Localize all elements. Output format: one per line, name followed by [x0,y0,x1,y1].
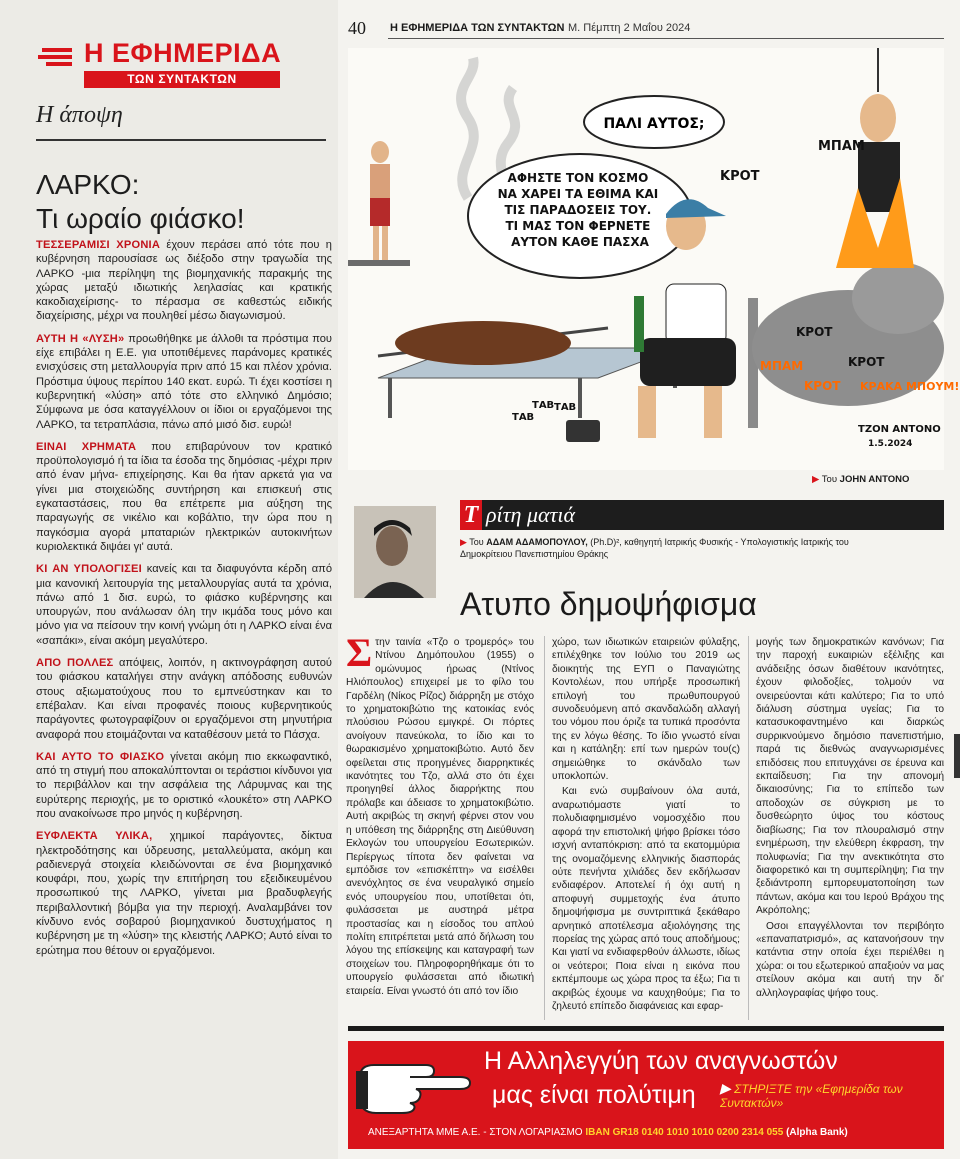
logo-main-text: Η ΕΦΗΜΕΡΙΔΑ [84,38,282,68]
ad-account-prefix: ΑΝΕΞΑΡΤΗΤΑ ΜΜΕ Α.Ε. - ΣΤΟΝ ΛΟΓΑΡΙΑΣΜΟ [368,1127,583,1138]
section-divider [36,139,326,141]
editorial-title-line1: ΛΑΡΚΟ: [36,169,140,200]
paragraph-lead: ΕΙΝΑΙ ΧΡΗΜΑΤΑ [36,440,137,453]
sfx-krot: ΚΡΟΤ [804,379,841,393]
paragraph-lead: ΤΕΣΣΕΡΑΜΙΣΙ ΧΡΟΝΙΑ [36,239,161,251]
cartoon-signature-date: 1.5.2024 [868,439,913,449]
page-edge-tab [954,734,960,778]
shelf [348,260,410,266]
bubble-2-line: ΤΙΣ ΠΑΡΑΔΟΣΕΙΣ ΤΟΥ. [504,203,652,217]
portrait-icon [354,506,436,598]
sfx-tab: ΤΑΒ [532,400,555,411]
credit-name: JOHN ANTONO [839,474,910,485]
sfx-bam: ΜΠΑΜ [818,139,865,154]
paragraph-lead: ΕΥΦΛΕΚΤΑ ΥΛΙΚΑ, [36,830,153,843]
editorial-paragraph [36,750,332,821]
triangle-icon: ▶ [720,1080,731,1096]
sfx-krot: ΚΡΟΤ [848,355,885,369]
paragraph-text: έχουν περάσει από τότε που η κυβέρνηση παρουσίασε ως διέξοδο στην τραγωδία της ΛΑΡΚΟ -μια περίληψη της βιομηχανικής παρακμής της χώρας μεταξύ ιδιωτικής λεηλασίας και κρατικής κακοδιαχείρισης- το πέρασμα σε καθεστώς ειδικής διαχείρισης, μέχρι να πουληθεί μέσω διαγωνισμού. [36,239,332,323]
roasting-lamb [395,321,571,365]
editorial-paragraph [36,829,332,958]
paragraph-text: κανείς και τα διαφυγόντα κέρδη από μια κανονική λειτουργία της μεταλλουργίας αυτά τα χρόνια, πάνω από 1 δισ. ευρώ, το φιάσκο κυβέρνησης και υπουργών, που ανάλωσαν όλη την ικμάδα τους μόνο και μόνο για να πείσουν την κοινή γνώμη ότι η ΛΑΡΚΟ είναι ένα «σαπάκι», είναι ακόμη μεγαλύτερο. [36,563,332,647]
triangle-icon: ▶ [812,474,820,485]
solidarity-ad[interactable] [348,1041,944,1149]
triangle-icon: ▶ [460,537,467,547]
section-title: ρίτη ματιά [486,502,576,527]
column-divider [544,636,545,1020]
author-prefix: Του [469,537,484,547]
editorial-body [36,238,332,966]
editorial-title [36,168,331,236]
sfx-krot: ΚΡΟΤ [720,169,760,184]
article-paragraph [346,630,534,998]
sfx-kraka-boum: ΚΡΑΚΑ ΜΠΟΥΜ! [860,380,960,393]
author-byline [460,536,880,560]
drop-cap: Σ [346,630,373,675]
paragraph-lead: ΚΙ ΑΝ ΥΠΟΛΟΓΙΣΕΙ [36,563,142,576]
publication-name: Η ΕΦΗΜΕΡΙΔΑ ΤΩΝ ΣΥΝΤΑΚΤΩΝ [390,22,565,34]
speech-bubble-1 [584,96,724,148]
sfx-tab: ΤΑΒ [554,402,577,413]
bubble-2-line: ΝΑ ΧΑΡΕΙ ΤΑ ΕΘΙΜΑ ΚΑΙ [497,187,659,201]
article-column-2 [552,636,740,1015]
bank-name: (Alpha Bank) [786,1127,848,1138]
ad-support-label: ΣΤΗΡΙΞΤΕ την «Εφημερίδα των Συντακτών» [720,1082,903,1110]
ad-headline-1: Η Αλληλεγγύη των αναγνωστών [484,1047,838,1075]
author-name: ΑΔΑΜ ΑΔΑΜΟΠΟΥΛΟΥ, [486,537,588,547]
cartoon [348,48,960,470]
editorial-paragraph [36,332,332,432]
section-label: Η άποψη [36,102,123,128]
issue-date: Μ. Πέμπτη 2 Μαΐου 2024 [568,22,691,34]
bubble-2-line: ΑΥΤΟΝ ΚΑΘΕ ΠΑΣΧΑ [511,235,649,249]
paragraph-text: απόψεις, λοιπόν, η ακτινογράφηση αυτού του φιάσκου καταλήγει στην ανάγκη απόδοσης ευθυνών στους αξιωματούχους που το εμπνεύστηκαν και το επέβαλαν. Και είναι προφανές ποιους κυβερνητικούς παράγοντες φωτογραφίζουν οι εργαζόμενοι στη μηνυτήρια αναφορά που ετοιμάζονται να καταθέσουν μετά το Πάσχα. [36,657,332,741]
ad-support-text [720,1081,920,1110]
sfx-tab: ΤΑΒ [512,412,535,423]
paragraph-text: προωθήθηκε με άλλοθι τα πρόστιμα που είχε επιβάλει η Ε.Ε. για υποτιθέμενες παράνομες κρατικές ενισχύσεις στη μεταλλουργία πριν από 15 και πλέον χρόνια. Πρόστιμα ύψους περίπου 140 εκατ. ευρώ. Τι έχει κοστίσει η κυβερνητική «λύση» από τότε στο ελληνικό Δημόσιο; Σύμφωνα με όσα καταγγέλλουν οι ίδιοι οι εργαζόμενοι της ΛΑΡΚΟ, τα τετραπλάσια, πάνω από μισό δισ. ευρώ! [36,332,332,431]
speed-dash-icon [36,48,76,66]
ad-account-line [368,1127,848,1138]
bubble-1-text: ΠΑΛΙ ΑΥΤΟΣ; [603,116,705,132]
pointing-hand-icon [356,1051,474,1113]
bubble-2-line: ΑΦΗΣΤΕ ΤΟΝ ΚΟΣΜΟ [507,171,649,185]
article-column-1 [346,630,534,1000]
paragraph-lead: ΑΥΤΗ Η «ΛΥΣΗ» [36,332,125,345]
article-paragraph: Και ενώ συμβαίνουν όλα αυτά, αναρωτιόμαστε γιατί το πολυδιαφημισμένο νομοσχέδιο που αφορά την επιστολική ψήφο βρίσκει τόσο ισχνή ανταπόκριση: από τα εκατομμύρια της ονομαζόμενης ελληνικής διασποράς ούτε πενήντα χιλιάδες δεν εκδήλωσαν ενδιαφέρον. Αποτελεί ή όχι αυτή η αποφυγή συμμετοχής ένα άτυπο δημοψήφισμα με συντριπτικά ξεκάθαρο αρνητικό αποτέλεσμα αξιολόγησης της πορείας της χώρας από τους αποδήμους; Και γιατί να ενδιαφερθούν άλλωστε, ιδίως οι νεότεροι; Ποια είναι η εικόνα που εκπέμπουμε ως χώρα προς τα έξω; Για τι ακριβώς έχουμε να καυχηθούμε; Για το ζηλευτό επίπεδο διαφάνειας και εφαρ- [552,786,740,1012]
editorial-paragraph [36,562,332,648]
bubble-2-line: ΤΙ ΜΑΣ ΤΟΝ ΦΕΡΝΕΤΕ [505,219,651,233]
author-photo [354,506,436,598]
article-paragraph: μογής των δημοκρατικών κανόνων; Για την παροχή ευκαιριών εξέλιξης και ανάδειξης όσων διαθέτουν ικανότητες, έχουν φιλοδοξίες, τολμούν να ονειρεύονται κάτι καλύτερο; Για το υπό διάλυση σύστημα υγείας; Για το κατασυκοφαντημένο και διαρκώς συρρικνούμενο δημόσιο πανεπιστήμιο, παρά τις διεθνώς αναγνωρισμένες επιδόσεις που επιτυγχάνει σε έρευνα και εκπαίδευση; Για την απονομή δικαιοσύνης; Για το επίπεδο των αποδοχών σε σύγκριση με το δυσθεώρητο ύψος του κόστους διαβίωσης; Για τον πλουραλισμό στην ενημέρωση, την ελεύθερη έκφραση, την πολυφωνία; Για την ανεκτικότητα στο διαφορετικό και τη συμπερίληψη; Για την ξεδιάντροπη εμπορευματοποίηση των πάντων, ακόμα και του Ιερού Βράχου της Ακρόπολης; [756,637,944,917]
article-column-3 [756,636,944,1002]
logo-sub-text: ΤΩΝ ΣΥΝΤΑΚΤΩΝ [84,71,280,88]
editorial-paragraph [36,656,332,742]
paragraph-lead: ΚΑΙ ΑΥΤΟ ΤΟ ΦΙΑΣΚΟ [36,750,165,763]
sfx-bam: ΜΠΑΜ [760,359,804,373]
article-paragraph: χώρο, των ιδιωτικών εταιρειών φύλαξης, επιλέχθηκε τον Ιούλιο του 2019 ως διοικητής της ΕΥΠ ο Παναγιώτης Κοντολέων, που υπήρξε προσωπική επιλογή του πρωθυπουργού συνοδευόμενη από σκανδαλώδη αλλαγή του νόμου που όριζε τα τυπικά προσόντα της εν λόγω θέσης. Το ίδιο γνωστό είναι και η κατάληξη: επί των ημερών του(ς) σημειώθηκε το σκάνδαλο των υποκλοπών. [552,637,740,783]
author-desc: (Ph.D)², καθηγητή Ιατρικής Φυσικής - Υπολογιστικής Ιατρικής του Δημοκρίτειου Πανεπιστημίου Θράκης [460,537,849,559]
credit-prefix: Του [821,474,838,485]
svg-text:ΑΦΗΣΤΕ ΤΟΝ ΚΟΣΜΟ ΝΑ ΧΑΡΕ [498,171,663,249]
iban-number[interactable]: IBAN GR18 0140 1010 1010 0200 2314 055 [585,1127,784,1138]
cartoon-credit [812,474,909,485]
paragraph-text: που επιβαρύνουν τον κρατικό προϋπολογισμό ή τα ίδια τα έσοδα της δημόσιας -μέχρι πριν από έναν μήνα- επιχείρησης. Και θα ήταν αρκετά για να γίνει μια στοιχειώδης συντήρηση και επισκευή στις εγκαταστάσεις, που θα επέτρεπε μια αύξηση της παραγωγής σε νικέλιο και κοβάλτιο, την ώρα που η παγκόσμια αγορά μπαταριών ηλεκτρικών αυτοκινήτων κυριολεκτικά διψάει γι' αυτά. [36,440,332,553]
newspaper-logo[interactable] [36,38,296,90]
editorial-paragraph [36,238,332,324]
paragraph-text: γίνεται ακόμη πιο εκκωφαντικό, από τη στιγμή που αποκαλύπτονται οι τεράστιοι κίνδυνοι για το περιβάλλον και την ασφάλεια της Λάρυμνας και της ευρύτερης περιοχής, με το οριστικό «λουκέτο» στη ΛΑΡΚΟ που ανακοίνωσε προ μηνός η κυβέρνηση. [36,750,332,820]
cartoon-signature: ΤΖΟΝ ΑΝΤΟΝΟ [858,424,941,435]
radio [566,420,600,442]
column-divider [748,636,749,1020]
paragraph-text: την ταινία «Τζο ο τρομερός» του Ντίνου Δημόπουλου (1955) ο ομώνυμος ήρωας (Ντίνος Ηλιόπουλος) επιχειρεί με το φίλο του Γαρδέλη (Νίκος Ρίζος) διάρρηξη με στόχο το χρηματοκιβώτιο της κατοικίας ενός πλούσιου Ρώσου εμιγκρέ. Οι πόρτες ανοίγουν πανεύκολα, το ίδιο και το θωρακισμένο χρηματοκιβώτιο. Αυτό δεν οφείλεται στις προηγμένες διαρρηκτικές ικανότητες του Τζο, αλλά στο ότι έχει προηγηθεί άλλος διαρρήκτης που πρόλαβε και άδειασε το χρηματοκιβώτιο. Αυτή ακριβώς τη σκηνή φέρνει στον νου η υπόθεση της διάρρηξης στη Διεύθυνση Εκλογών του υπουργείου Εσωτερικών. Περίεργως τίποτα δεν φαίνεται να εμπόδισε τον «επισκέπτη» να εισέλθει ανενόχλητος σε ένα νευραλγικό σημείο ενός υπουργείου που, υποτίθεται ότι, φυλάσσεται με αυστηρά μέτρα προστασίας και η είσοδος του απλού πολίτη επιτρέπεται μετά από δήλωση του λόγου της επίσκεψης και καταγραφή των στοιχείων του. Πληροφορηθήκαμε ότι το υπουργείο φυλάσσεται από ιδιωτική εταιρεία. Είναι γνωστό ότι από τον ίδιο [346,637,534,997]
paragraph-lead: ΑΠΟ ΠΟΛΛΕΣ [36,657,114,670]
header-rule [388,38,944,39]
editorial-paragraph [36,440,332,554]
article-paragraph: Οσοι επαγγέλλονται τον περιβόητο «επαναπατρισμό», ας κατανοήσουν την κατάντια στην οποία έχει περιέλθει η χώρα: οι του εξωτερικού απαξιούν να μας στείλουν ακόμα και αυτή την δι' αλληλογραφίας ψήφο τους. [756,920,944,999]
section-initial: Τ [460,500,482,530]
speech-bubble-2 [468,154,692,278]
page-number: 40 [348,18,366,38]
ad-headline-2: μας είναι πολύτιμη [492,1081,696,1109]
paragraph-text: χημικοί παράγοντες, δίκτυα ηλεκτροδότησης και ύδρευσης, μεταλλεύματα, ακόμη και ραδιενεργά στοιχεία κλειδώνονται σε ένα βιομηχανικό κουφάρι, που, χωρίς την επιτήρηση του εξειδικευμένου προσωπικού της ΛΑΡΚΟ, γίνεται μια βραδυφλεγής περιβαλλοντική βόμβα για την περιοχή. Αναλαμβάνει τον κίνδυνο ενός σοβαρού βιομηχανικού δυστυχήματος η κυβέρνηση με τη «λύση» της κλειστής ΛΑΡΚΟ; Αυτό είναι το ερώτημα που θέτουν οι εργαζόμενοι. [36,830,332,957]
editorial-title-line2: Τι ωραίο φιάσκο! [36,203,245,234]
article-title: Ατυπο δημοψήφισμα [460,586,757,622]
ad-divider [348,1026,944,1031]
sfx-krot: ΚΡΟΤ [796,325,833,339]
